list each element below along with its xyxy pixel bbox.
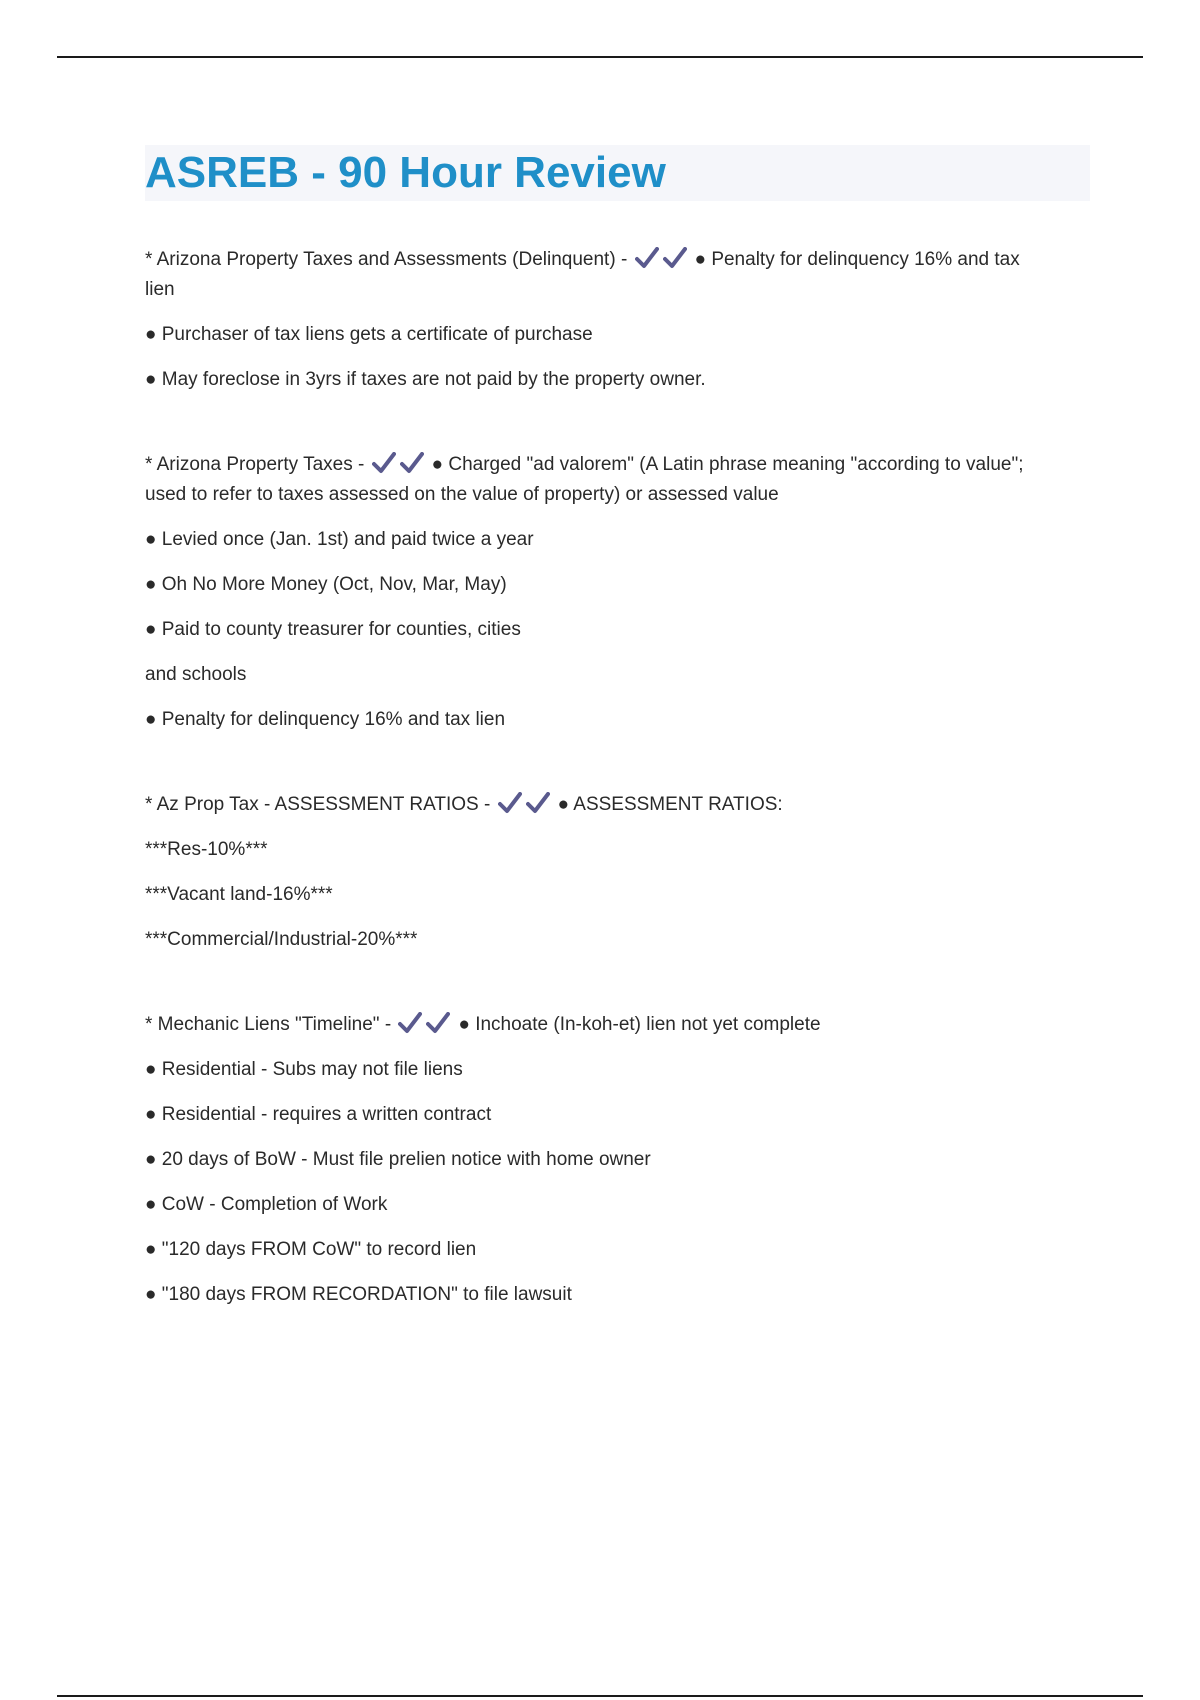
list-item: ● Residential - Subs may not file liens	[145, 1059, 463, 1080]
check-icon	[426, 1012, 450, 1034]
check-icon	[663, 247, 687, 269]
lead-text: ● ASSESSMENT RATIOS:	[557, 794, 783, 815]
check-icon	[400, 452, 424, 474]
check-icon	[498, 792, 522, 814]
list-item: ● Paid to county treasurer for counties, cities	[145, 619, 521, 640]
list-item: ● "120 days FROM CoW" to record lien	[145, 1239, 477, 1260]
list-item: ● Levied once (Jan. 1st) and paid twice a year	[145, 529, 534, 550]
double-check-icon	[398, 1010, 454, 1040]
lead-prefix: * Mechanic Liens "Timeline" -	[145, 1014, 397, 1035]
list-item: ● May foreclose in 3yrs if taxes are not paid by the property owner.	[145, 369, 706, 390]
section-lead	[145, 245, 1090, 275]
double-check-icon	[498, 790, 554, 820]
lead-continuation: lien	[145, 279, 175, 300]
lead-prefix: * Az Prop Tax - ASSESSMENT RATIOS -	[145, 794, 496, 815]
lead-text: ● Penalty for delinquency 16% and tax	[694, 249, 1020, 270]
section-lead	[145, 450, 1090, 480]
section-lead	[145, 790, 1090, 820]
page-title: ASREB - 90 Hour Review	[145, 148, 666, 197]
bottom-rule	[57, 1695, 1143, 1697]
list-item: and schools	[145, 664, 247, 685]
list-item: ● Oh No More Money (Oct, Nov, Mar, May)	[145, 574, 507, 595]
check-icon	[398, 1012, 422, 1034]
list-item: ● CoW - Completion of Work	[145, 1194, 388, 1215]
top-rule	[57, 56, 1143, 58]
lead-text: ● Charged "ad valorem" (A Latin phrase meaning "according to value";	[431, 454, 1024, 475]
double-check-icon	[372, 450, 428, 480]
check-icon	[635, 247, 659, 269]
list-item: ***Vacant land-16%***	[145, 884, 333, 905]
section-assessment-ratios	[145, 790, 1090, 955]
list-item: ***Commercial/Industrial-20%***	[145, 929, 418, 950]
double-check-icon	[635, 245, 691, 275]
section-mechanic-liens	[145, 1010, 1090, 1310]
lead-text: ● Inchoate (In-koh-et) lien not yet complete	[458, 1014, 821, 1035]
lead-prefix: * Arizona Property Taxes and Assessments (Delinquent) -	[145, 249, 633, 270]
check-icon	[526, 792, 550, 814]
title-banner	[145, 145, 1090, 201]
section-delinquent-taxes	[145, 245, 1090, 395]
list-item: ***Res-10%***	[145, 839, 268, 860]
lead-continuation: used to refer to taxes assessed on the value of property) or assessed value	[145, 484, 779, 505]
list-item: ● Residential - requires a written contract	[145, 1104, 492, 1125]
document-body	[145, 145, 1090, 1365]
list-item: ● "180 days FROM RECORDATION" to file lawsuit	[145, 1284, 572, 1305]
list-item: ● Penalty for delinquency 16% and tax lien	[145, 709, 506, 730]
list-item: ● 20 days of BoW - Must file prelien notice with home owner	[145, 1149, 651, 1170]
check-icon	[372, 452, 396, 474]
list-item: ● Purchaser of tax liens gets a certificate of purchase	[145, 324, 593, 345]
section-lead	[145, 1010, 1090, 1040]
section-property-taxes	[145, 450, 1090, 735]
lead-prefix: * Arizona Property Taxes -	[145, 454, 370, 475]
